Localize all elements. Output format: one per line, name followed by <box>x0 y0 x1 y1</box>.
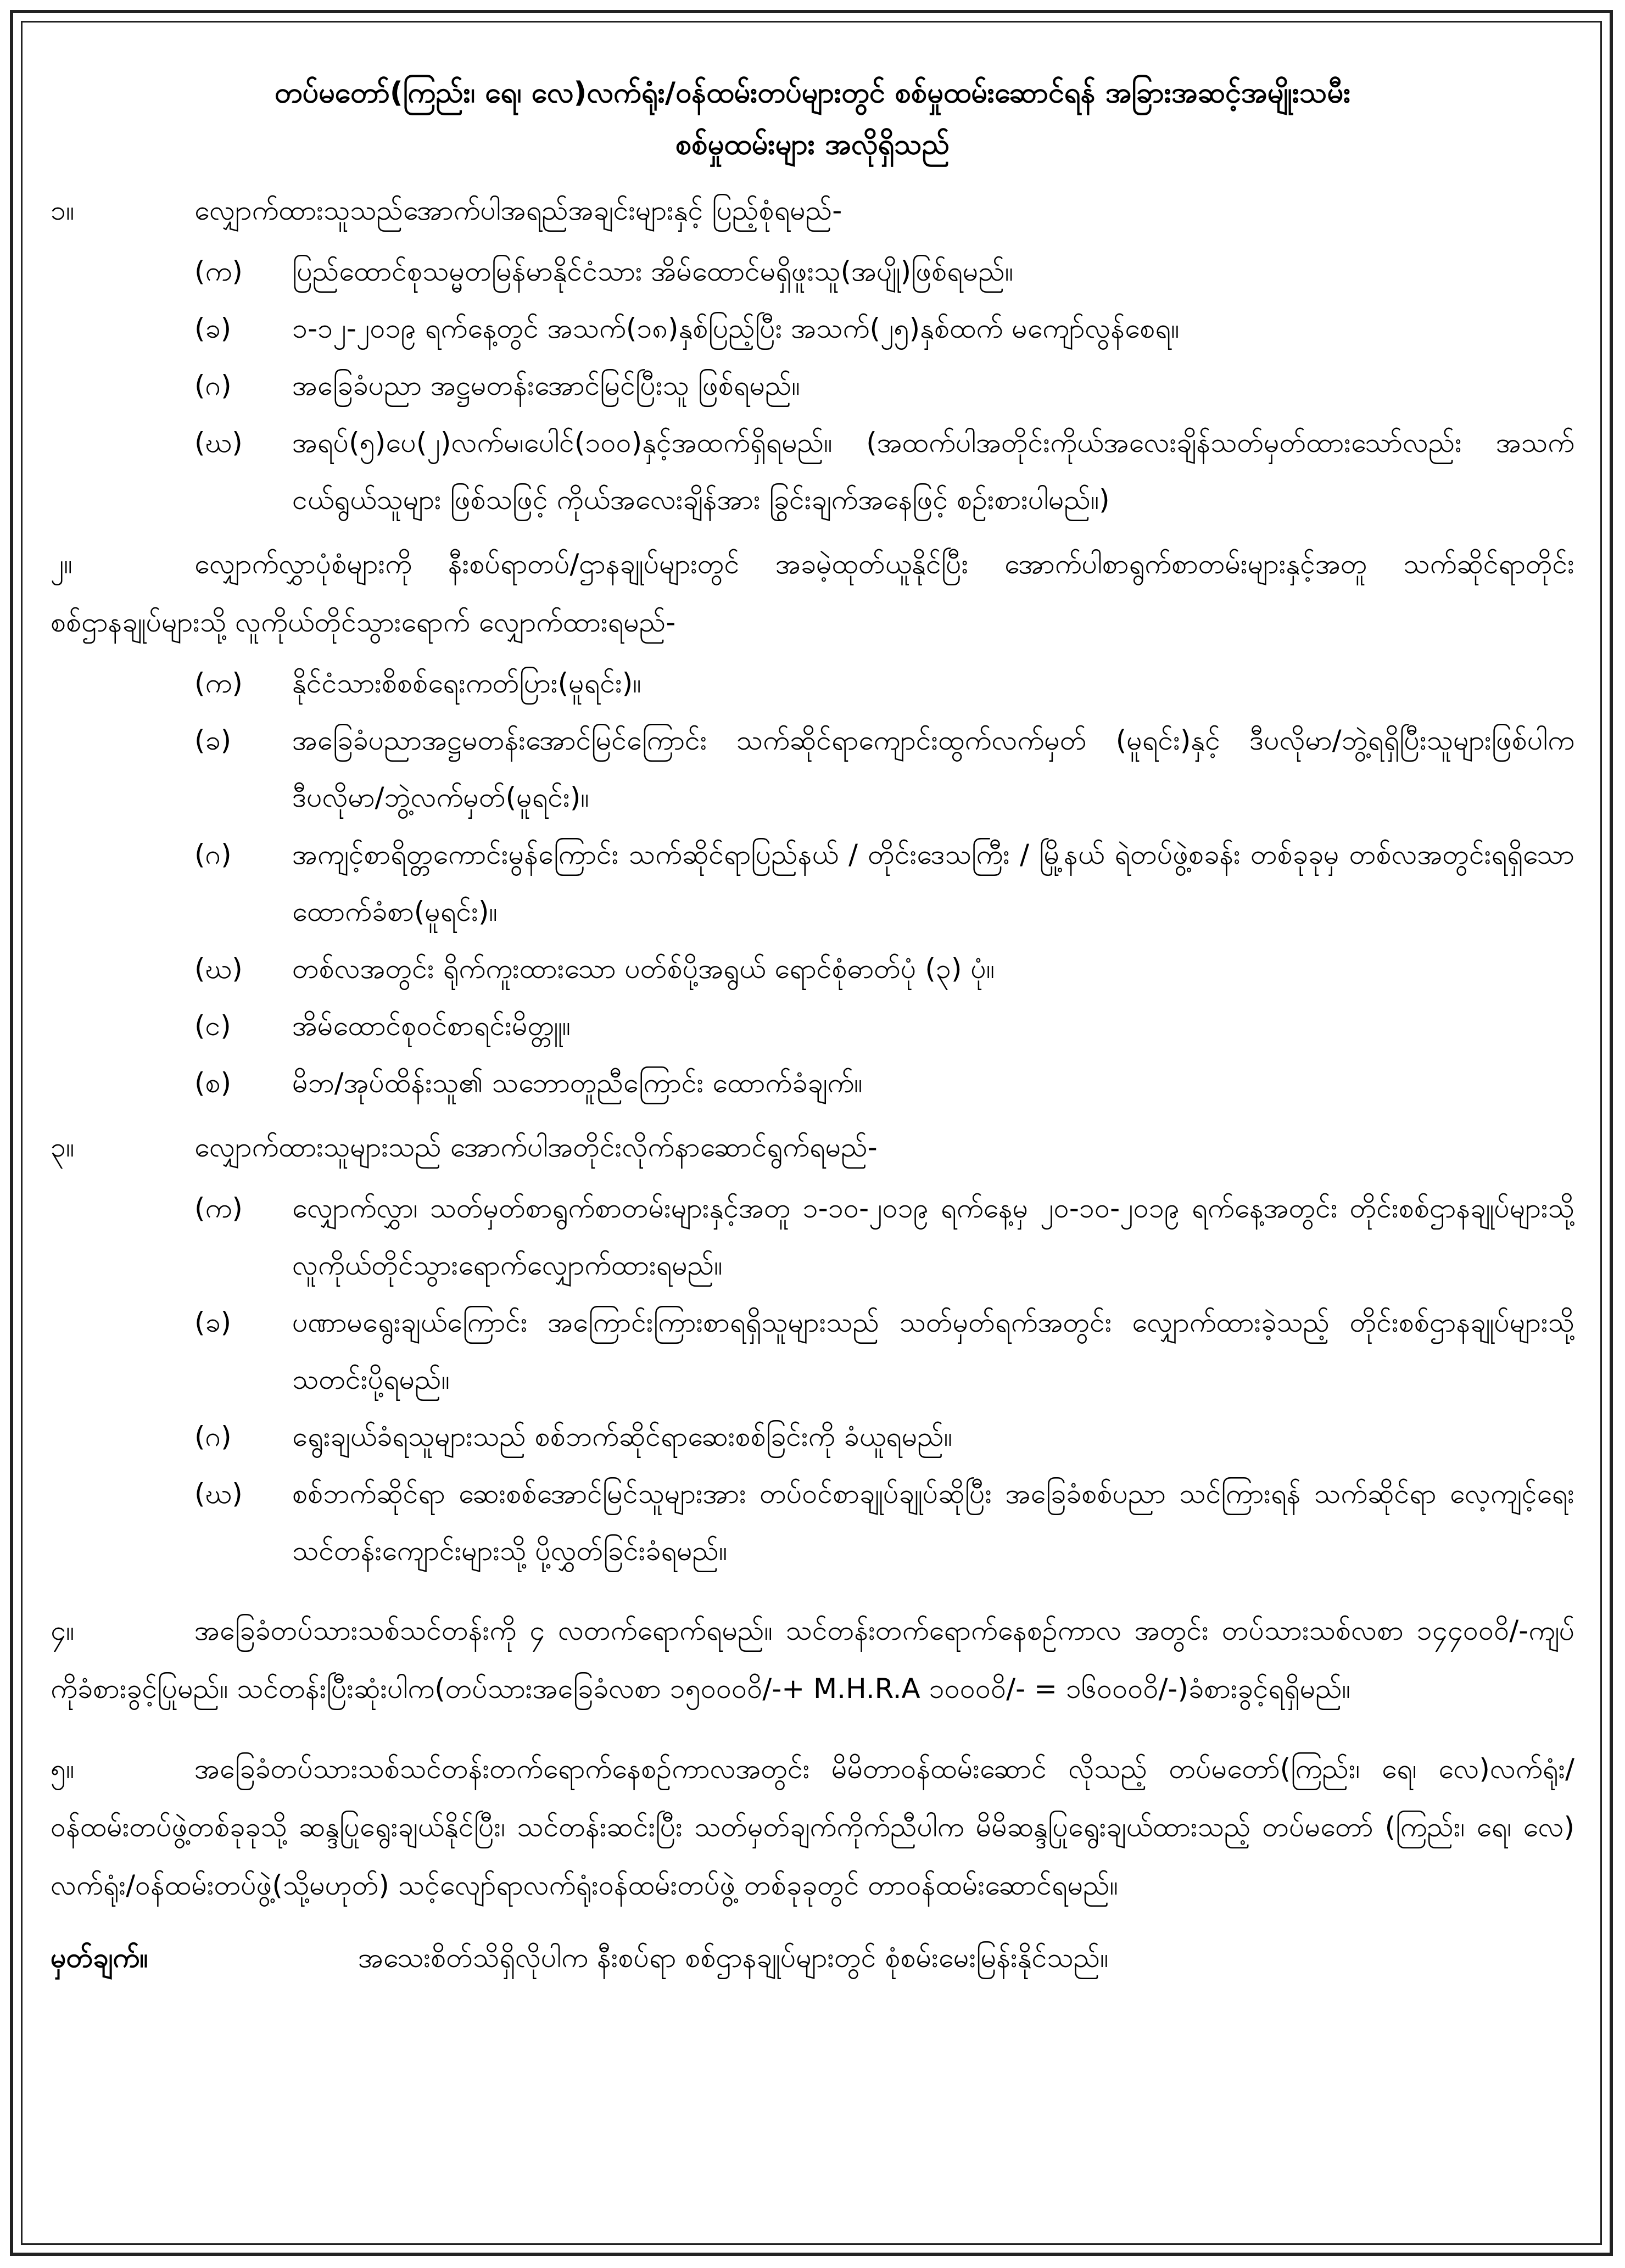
item-list <box>51 1180 1574 1579</box>
list-item <box>51 1054 1574 1111</box>
list-item <box>51 414 1574 528</box>
item-label: (က) <box>194 667 243 699</box>
spacer <box>51 1579 1574 1595</box>
item-label: (ခ) <box>194 1306 232 1338</box>
section-5 <box>51 1740 1574 1914</box>
list-item <box>51 300 1574 357</box>
item-text: ပဏာမရွေးချယ်ကြောင်း အကြောင်းကြားစာရရှိသူများသည် သတ်မှတ်ရက်အတွင်း လျှောက်ထားခဲ့သည့် တိုင်းစစ်ဌာနချုပ်များသို့ သတင်းပို့ရမည်။ <box>292 1306 1574 1395</box>
section-number: ၂။ <box>51 548 72 580</box>
item-text: အကျင့်စာရိတ္တကောင်းမွန်ကြောင်း သက်ဆိုင်ရာပြည်နယ် / တိုင်းဒေသကြီး / မြို့နယ် ရဲတပ်ဖွဲ့စခန်း တစ်ခုခုမှ တစ်လအတွင်းရရှိသော ထောက်ခံစာ(မူရင်း)။ <box>292 839 1574 928</box>
section-number: ၄။ <box>51 1615 75 1646</box>
list-item <box>51 826 1574 940</box>
item-text: လျှောက်လွှာ၊ သတ်မှတ်စာရွက်စာတမ်းများနှင့်အတူ ၁-၁၀-၂၀၁၉ ရက်နေ့မှ ၂၀-၁၀-၂၀၁၉ ရက်နေ့အတွင်း တိုင်းစစ်ဌာနချုပ်များသို့ လူကိုယ်တိုင်သွားရောက်လျှောက်ထားရမည်။ <box>292 1192 1574 1281</box>
title-line-2: စစ်မှုထမ်းများ အလိုရှိသည် <box>675 128 950 161</box>
item-text: မိဘ/အုပ်ထိန်းသူ၏ သဘောတူညီကြောင်း ထောက်ခံချက်။ <box>292 1067 863 1099</box>
list-item <box>51 1180 1574 1294</box>
spacer <box>51 1718 1574 1733</box>
list-item <box>51 1294 1574 1408</box>
section-lead: အခြေခံတပ်သားသစ်သင်တန်းတက်ရောက်နေစဉ်ကာလအတွင်း မိမိတာဝန်ထမ်းဆောင် လိုသည့် တပ်မတော်(ကြည်း၊ ရေ၊ လေ)လက်ရုံး/ဝန်ထမ်းတပ်ဖွဲ့တစ်ခုခုသို့ ဆန္ဒပြုရွေးချယ်နိုင်ပြီး၊ သင်တန်းဆင်းပြီး သတ်မှတ်ချက်ကိုက်ညီပါက မိမိဆန္ဒပြုရွေးချယ်ထားသည့် တပ်မတော် (ကြည်း၊ ရေ၊ လေ) လက်ရုံး/ဝန်ထမ်းတပ်ဖွဲ့(သို့မဟုတ်) သင့်လျော်ရာလက်ရုံးဝန်ထမ်းတပ်ဖွဲ့ တစ်ခုခုတွင် တာဝန်ထမ်းဆောင်ရမည်။ <box>51 1753 1574 1901</box>
item-text: စစ်ဘက်ဆိုင်ရာ ဆေးစစ်အောင်မြင်သူများအား တပ်ဝင်စာချုပ်ချုပ်ဆိုပြီး အခြေခံစစ်ပညာ သင်ကြားရန် သက်ဆိုင်ရာ လေ့ကျင့်ရေးသင်တန်းကျောင်းများသို့ ပို့လွှတ်ခြင်းခံရမည်။ <box>292 1478 1574 1567</box>
item-label: (ဃ) <box>194 427 243 459</box>
item-label: (ဃ) <box>194 1478 243 1510</box>
list-item <box>51 655 1574 712</box>
item-label: (ခ) <box>194 724 232 756</box>
section-lead: အခြေခံတပ်သားသစ်သင်တန်းကို ၄ လတက်ရောက်ရမည်။ သင်တန်းတက်ရောက်နေစဉ်ကာလ အတွင်း တပ်သားသစ်လစာ ၁၄၄၀၀၀ိ/-ကျပ်ကိုခံစားခွင့်ပြုမည်။ သင်တန်းပြီးဆုံးပါက(တပ်သားအခြေခံလစာ ၁၅၀၀၀၀ိ/-+ M.H.R.A ၁၀၀၀၀ိ/- = ၁၆၀၀၀၀ိ/-)ခံစားခွင့်ရရှိမည်။ <box>51 1615 1574 1705</box>
announcement <box>51 51 1574 1987</box>
list-item <box>51 1408 1574 1465</box>
item-label: (ခ) <box>194 312 232 344</box>
section-lead: လျှောက်ထားသူသည်အောက်ပါအရည်အချင်းများနှင့် ပြည့်စုံရမည်- <box>194 194 842 226</box>
item-label: (စ) <box>194 1067 232 1099</box>
list-item <box>51 1465 1574 1579</box>
section-number: ၅။ <box>51 1753 75 1785</box>
item-label: (င) <box>194 1010 231 1042</box>
list-item <box>51 940 1574 997</box>
item-list <box>51 243 1574 528</box>
item-label: (က) <box>194 255 243 287</box>
item-list <box>51 655 1574 1111</box>
item-text: ၁-၁၂-၂၀၁၉ ရက်နေ့တွင် အသက်(၁၈)နှစ်ပြည့်ပြီး အသက်(၂၅)နှစ်ထက် မကျော်လွန်စေရ။ <box>292 312 1180 344</box>
section-1 <box>51 181 1574 528</box>
item-text: အိမ်ထောင်စုဝင်စာရင်းမိတ္တူ။ <box>292 1010 571 1042</box>
item-text: နိုင်ငံသားစိစစ်ရေးကတ်ပြား(မူရင်း)။ <box>292 667 641 699</box>
section-number: ၃။ <box>51 1131 75 1163</box>
title-line-1: တပ်မတော်(ကြည်း၊ ရေ၊ လေ)လက်ရုံး/ဝန်ထမ်းတပ်များတွင် စစ်မှုထမ်းဆောင်ရန် အခြားအဆင့်အမျိုးသမီး <box>274 76 1351 109</box>
list-item <box>51 243 1574 300</box>
item-text: အရပ်(၅)ပေ(၂)လက်မ၊ပေါင်(၁၀၀)နှင့်အထက်ရှိရမည်။ (အထက်ပါအတိုင်းကိုယ်အလေးချိန်သတ်မှတ်ထားသော်လည်း အသက်ငယ်ရွယ်သူများ ဖြစ်သဖြင့် ကိုယ်အလေးချိန်အား ခြွင်းချက်အနေဖြင့် စဉ်းစားပါမည်။) <box>292 427 1574 516</box>
section-4 <box>51 1601 1574 1718</box>
section-2 <box>51 535 1574 1111</box>
list-item <box>51 997 1574 1054</box>
item-label: (ဂ) <box>194 839 232 870</box>
item-label: (ဂ) <box>194 1421 232 1453</box>
section-lead: လျှောက်ထားသူများသည် အောက်ပါအတိုင်းလိုက်နာဆောင်ရွက်ရမည်- <box>194 1131 878 1163</box>
list-item <box>51 712 1574 826</box>
page-title <box>51 67 1574 170</box>
note <box>51 1929 1574 1987</box>
item-text: အခြေခံပညာ အဋ္ဌမတန်းအောင်မြင်ပြီးသူ ဖြစ်ရမည်။ <box>292 370 800 401</box>
item-label: (က) <box>194 1192 243 1224</box>
item-text: ရွေးချယ်ခံရသူများသည် စစ်ဘက်ဆိုင်ရာဆေးစစ်ခြင်းကို ခံယူရမည်။ <box>292 1421 952 1453</box>
item-text: အခြေခံပညာအဋ္ဌမတန်းအောင်မြင်ကြောင်း သက်ဆိုင်ရာကျောင်းထွက်လက်မှတ် (မူရင်း)နှင့် ဒီပလိုမာ/ဘွဲ့ရရှိပြီးသူများဖြစ်ပါက ဒီပလိုမာ/ဘွဲ့လက်မှတ်(မူရင်း)။ <box>292 724 1574 813</box>
section-number: ၁။ <box>51 194 75 226</box>
item-text: တစ်လအတွင်း ရိုက်ကူးထားသော ပတ်စ်ပို့အရွယ် ရောင်စုံဓာတ်ပုံ (၃) ပုံ။ <box>292 953 995 985</box>
section-lead: လျှောက်လွှာပုံစံများကို နီးစပ်ရာတပ်/ဌာနချုပ်များတွင် အခမဲ့ထုတ်ယူနိုင်ပြီး အောက်ပါစာရွက်စာတမ်းများနှင့်အတူ သက်ဆိုင်ရာတိုင်းစစ်ဌာနချုပ်များသို့ လူကိုယ်တိုင်သွားရောက် လျှောက်ထားရမည်- <box>51 548 1574 638</box>
note-label: မှတ်ချက်။ <box>51 1942 148 1974</box>
section-3 <box>51 1118 1574 1579</box>
item-label: (ဂ) <box>194 370 232 401</box>
item-text: ပြည်ထောင်စုသမ္မတမြန်မာနိုင်ငံသား အိမ်ထောင်မရှိဖူးသူ(အပျို)ဖြစ်ရမည်။ <box>292 255 1013 287</box>
note-text: အသေးစိတ်သိရှိလိုပါက နီးစပ်ရာ စစ်ဌာနချုပ်များတွင် စုံစမ်းမေးမြန်းနိုင်သည်။ <box>358 1942 1109 1974</box>
item-label: (ဃ) <box>194 953 243 985</box>
list-item <box>51 357 1574 414</box>
